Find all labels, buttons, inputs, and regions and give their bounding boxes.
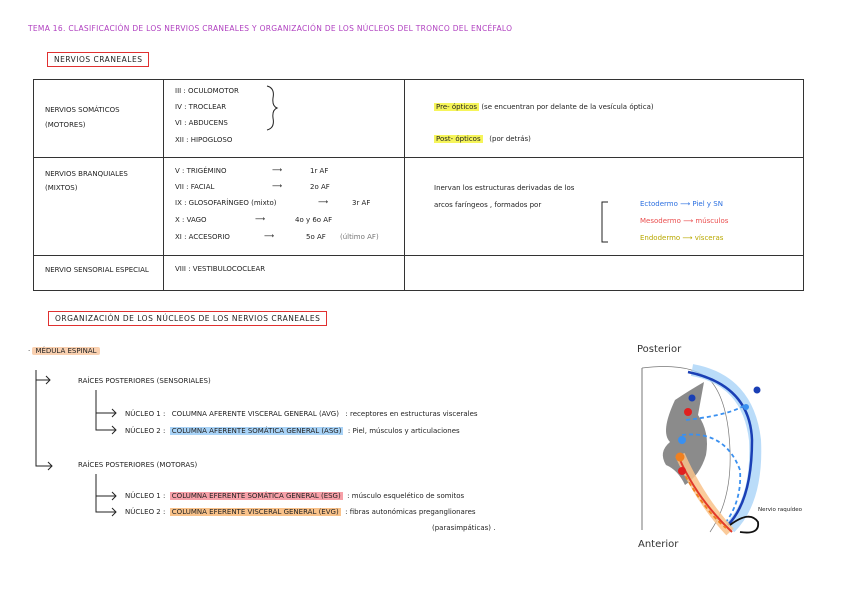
section-label-nervios: NERVIOS CRANEALES: [47, 52, 149, 67]
pre-optic: Pre- ópticos (se encuentran por delante de la vesícula óptica): [436, 103, 654, 111]
tree-arrows-icon: [90, 474, 130, 522]
nerve-item: III : OCULOMOTOR: [175, 87, 239, 95]
nerve-item: IX : GLOSOFARÍNGEO (mixto): [175, 199, 277, 207]
diagram-anterior-label: Anterior: [638, 539, 679, 550]
spinal-cord-diagram: [630, 360, 770, 540]
arrow-icon: ⟶: [272, 166, 283, 174]
raices-posteriores: RAÍCES POSTERIORES (SENSORIALES): [78, 377, 211, 385]
nerve-item: XI : ACCESORIO: [175, 233, 230, 241]
row-somatic-sub: (MOTORES): [45, 121, 86, 129]
bracket-icon: [598, 200, 612, 244]
nerve-item: VIII : VESTIBULOCOCLEAR: [175, 265, 266, 273]
arrow-icon: ⟶: [255, 215, 266, 223]
nerve-item: IV : TROCLEAR: [175, 103, 227, 111]
raices-motoras: RAÍCES POSTERIORES (MOTORAS): [78, 461, 198, 469]
deriv-ectodermo: Ectodermo ⟶ Piel y SN: [640, 200, 723, 208]
branchial-desc-1: Inervan los estructuras derivadas de los: [434, 184, 575, 192]
row-branchial-sub: (MIXTOS): [45, 184, 78, 192]
arch-note: (último AF): [340, 233, 379, 241]
nerve-item: XII : HIPOGLOSO: [175, 136, 233, 144]
arrow-icon: ⟶: [264, 232, 275, 240]
arch: 5o AF: [306, 233, 326, 241]
section-label-organizacion: ORGANIZACIÓN DE LOS NÚCLEOS DE LOS NERVIOS CRANEALES: [48, 311, 327, 326]
nucleo-esg: NÚCLEO 1 : COLUMNA EFERENTE SOMÁTICA GENERAL (ESG) : músculo esquelético de somitos: [125, 492, 465, 500]
nerve-item: VI : ABDUCENS: [175, 119, 228, 127]
nucleo-avg: NÚCLEO 1 : COLUMNA AFERENTE VISCERAL GENERAL (AVG) : receptores en estructuras viscerales: [125, 410, 478, 418]
arch: 2o AF: [310, 183, 330, 191]
branchial-desc-2: arcos faríngeos , formados por: [434, 201, 542, 209]
arrow-icon: ⟶: [272, 182, 283, 190]
brace-icon: [265, 84, 279, 132]
arch: 4o y 6o AF: [295, 216, 333, 224]
row-somatic-category: NERVIOS SOMÁTICOS: [45, 106, 120, 114]
nucleo-evg: NÚCLEO 2 : COLUMNA EFERENTE VISCERAL GENERAL (EVG) : fibras autonómicas preganglionares: [125, 508, 476, 516]
nerve-item: X : VAGO: [175, 216, 207, 224]
deriv-endodermo: Endodermo ⟶ vísceras: [640, 234, 724, 242]
row-special-category: NERVIO SENSORIAL ESPECIAL: [45, 266, 149, 274]
arch: 1r AF: [310, 167, 329, 175]
page-title: TEMA 16. CLASIFICACIÓN DE LOS NERVIOS CRANEALES Y ORGANIZACIÓN DE LOS NÚCLEOS DEL TRONCO DEL ENCÉFALO: [28, 24, 513, 33]
deriv-mesodermo: Mesodermo ⟶ músculos: [640, 217, 729, 225]
nucleo-asg: NÚCLEO 2 : COLUMNA AFERENTE SOMÁTICA GENERAL (ASG) : Piel, músculos y articulaciones: [125, 427, 460, 435]
diagram-nerve-label: Nervio raquídeo: [758, 507, 803, 513]
post-optic: Post- ópticos (por detrás): [436, 135, 531, 143]
arrow-icon: ⟶: [318, 198, 329, 206]
tree-arrows-icon: [90, 390, 130, 438]
arch: 3r AF: [352, 199, 371, 207]
row-branchial-category: NERVIOS BRANQUIALES: [45, 170, 128, 178]
nucleo-evg-desc2: (parasimpáticas) .: [432, 524, 496, 532]
diagram-posterior-label: Posterior: [637, 344, 682, 355]
nerve-item: V : TRIGÉMINO: [175, 167, 227, 175]
medula-title: · MÉDULA ESPINAL: [28, 347, 100, 355]
cranial-nerves-table: [33, 79, 804, 291]
nerve-item: VII : FACIAL: [175, 183, 215, 191]
